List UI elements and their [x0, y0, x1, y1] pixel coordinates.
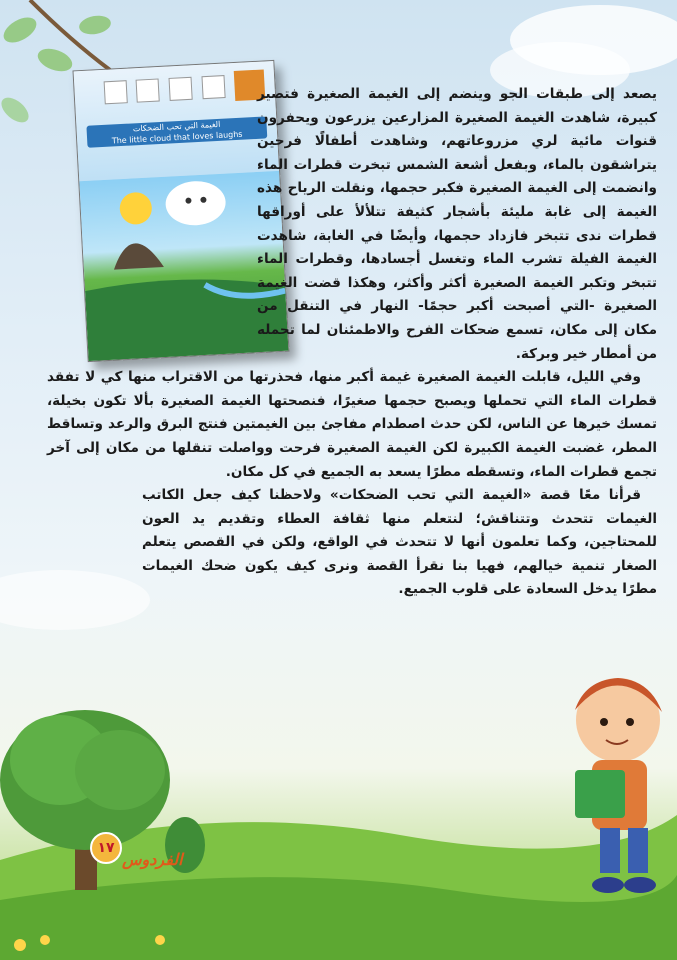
article-body: [47, 83, 657, 602]
paragraph-2: وفي الليل، قابلت الغيمة الصغيرة غيمة أكبر منها، فحذرتها من الاقتراب منها كي لا تفقد قطرات الماء التي تحملها ويصبح حجمها صغيرًا، فنصحتها الغيمة الصغيرة بألا تكون بخيلة، تمسك خيرها عن الناس، لكن حدث اصطدام مفاجئ بين الغيمتين فنتج البرق والرعد وتساقط المطر، غضبت الغيمة الكبيرة لكن الغيمة الصغيرة فرحت وواصلت تنقلها من مكان إلى آخر تجمع قطرات الماء، وتسقطه مطرًا يسعد به الجميع في كل مكان.: [47, 369, 657, 480]
page-number: ١٧: [90, 832, 122, 864]
book-title-en: The little cloud that loves laughs: [111, 129, 243, 146]
book-float-space: [39, 75, 249, 360]
magazine-logo: الفردوس: [122, 850, 183, 869]
book-title-ar: الغيمة التي تحب الضحكات: [132, 119, 221, 134]
paragraph-3: قرأنا معًا قصة «الغيمة التي تحب الضحكات» ولاحظنا كيف جعل الكاتب الغيمات تتحدث وتتناقش؛ لنتعلم منها ثقافة العطاء وتقديم يد العون للمحتاجين، وكما تعلمون أنها لا تتحدث في الواقع، ولكن في القصص يتعلم الصغار تنمية خيالهم، فهيا بنا نقرأ القصة ونرى كيف يكون ضحك الغيمات مطرًا يدخل السعادة على قلوب الجميع.: [142, 487, 657, 598]
paragraph-1: يصعد إلى طبقات الجو وينضم إلى الغيمة الصغيرة فتصير كبيرة، شاهدت الغيمة الصغيرة المزارعين يزرعون ويحفرون قنوات مائية لري مزروعاتهم، وشاهدت أطفالًا فرحين يتراشقون بالماء، وبفعل أشعة الشمس تبخرت قطرات الماء وانضمت إلى الغيمة الصغيرة فكبر حجمها، ونقلت الرياح هذه الغيمة إلى غابة مليئة بأشجار كثيفة تتلألأ على أوراقها قطرات ندى تتبخر فازداد حجمها، وأيضًا في الغابة، شاهدت الغيمة الفيلة تشرب الماء وتغسل أجسادها، وقطرات الماء تتبخر وتكبر الغيمة الصغيرة أكثر وأكثر، وهكذا قضت الغيمة الصغيرة -التي أصبحت أكبر حجمًا- النهار في التنقل من مكان إلى مكان، تسمع ضحكات الفرح والاطمئنان لما تحمله من أمطار خير وبركة.: [257, 86, 657, 362]
